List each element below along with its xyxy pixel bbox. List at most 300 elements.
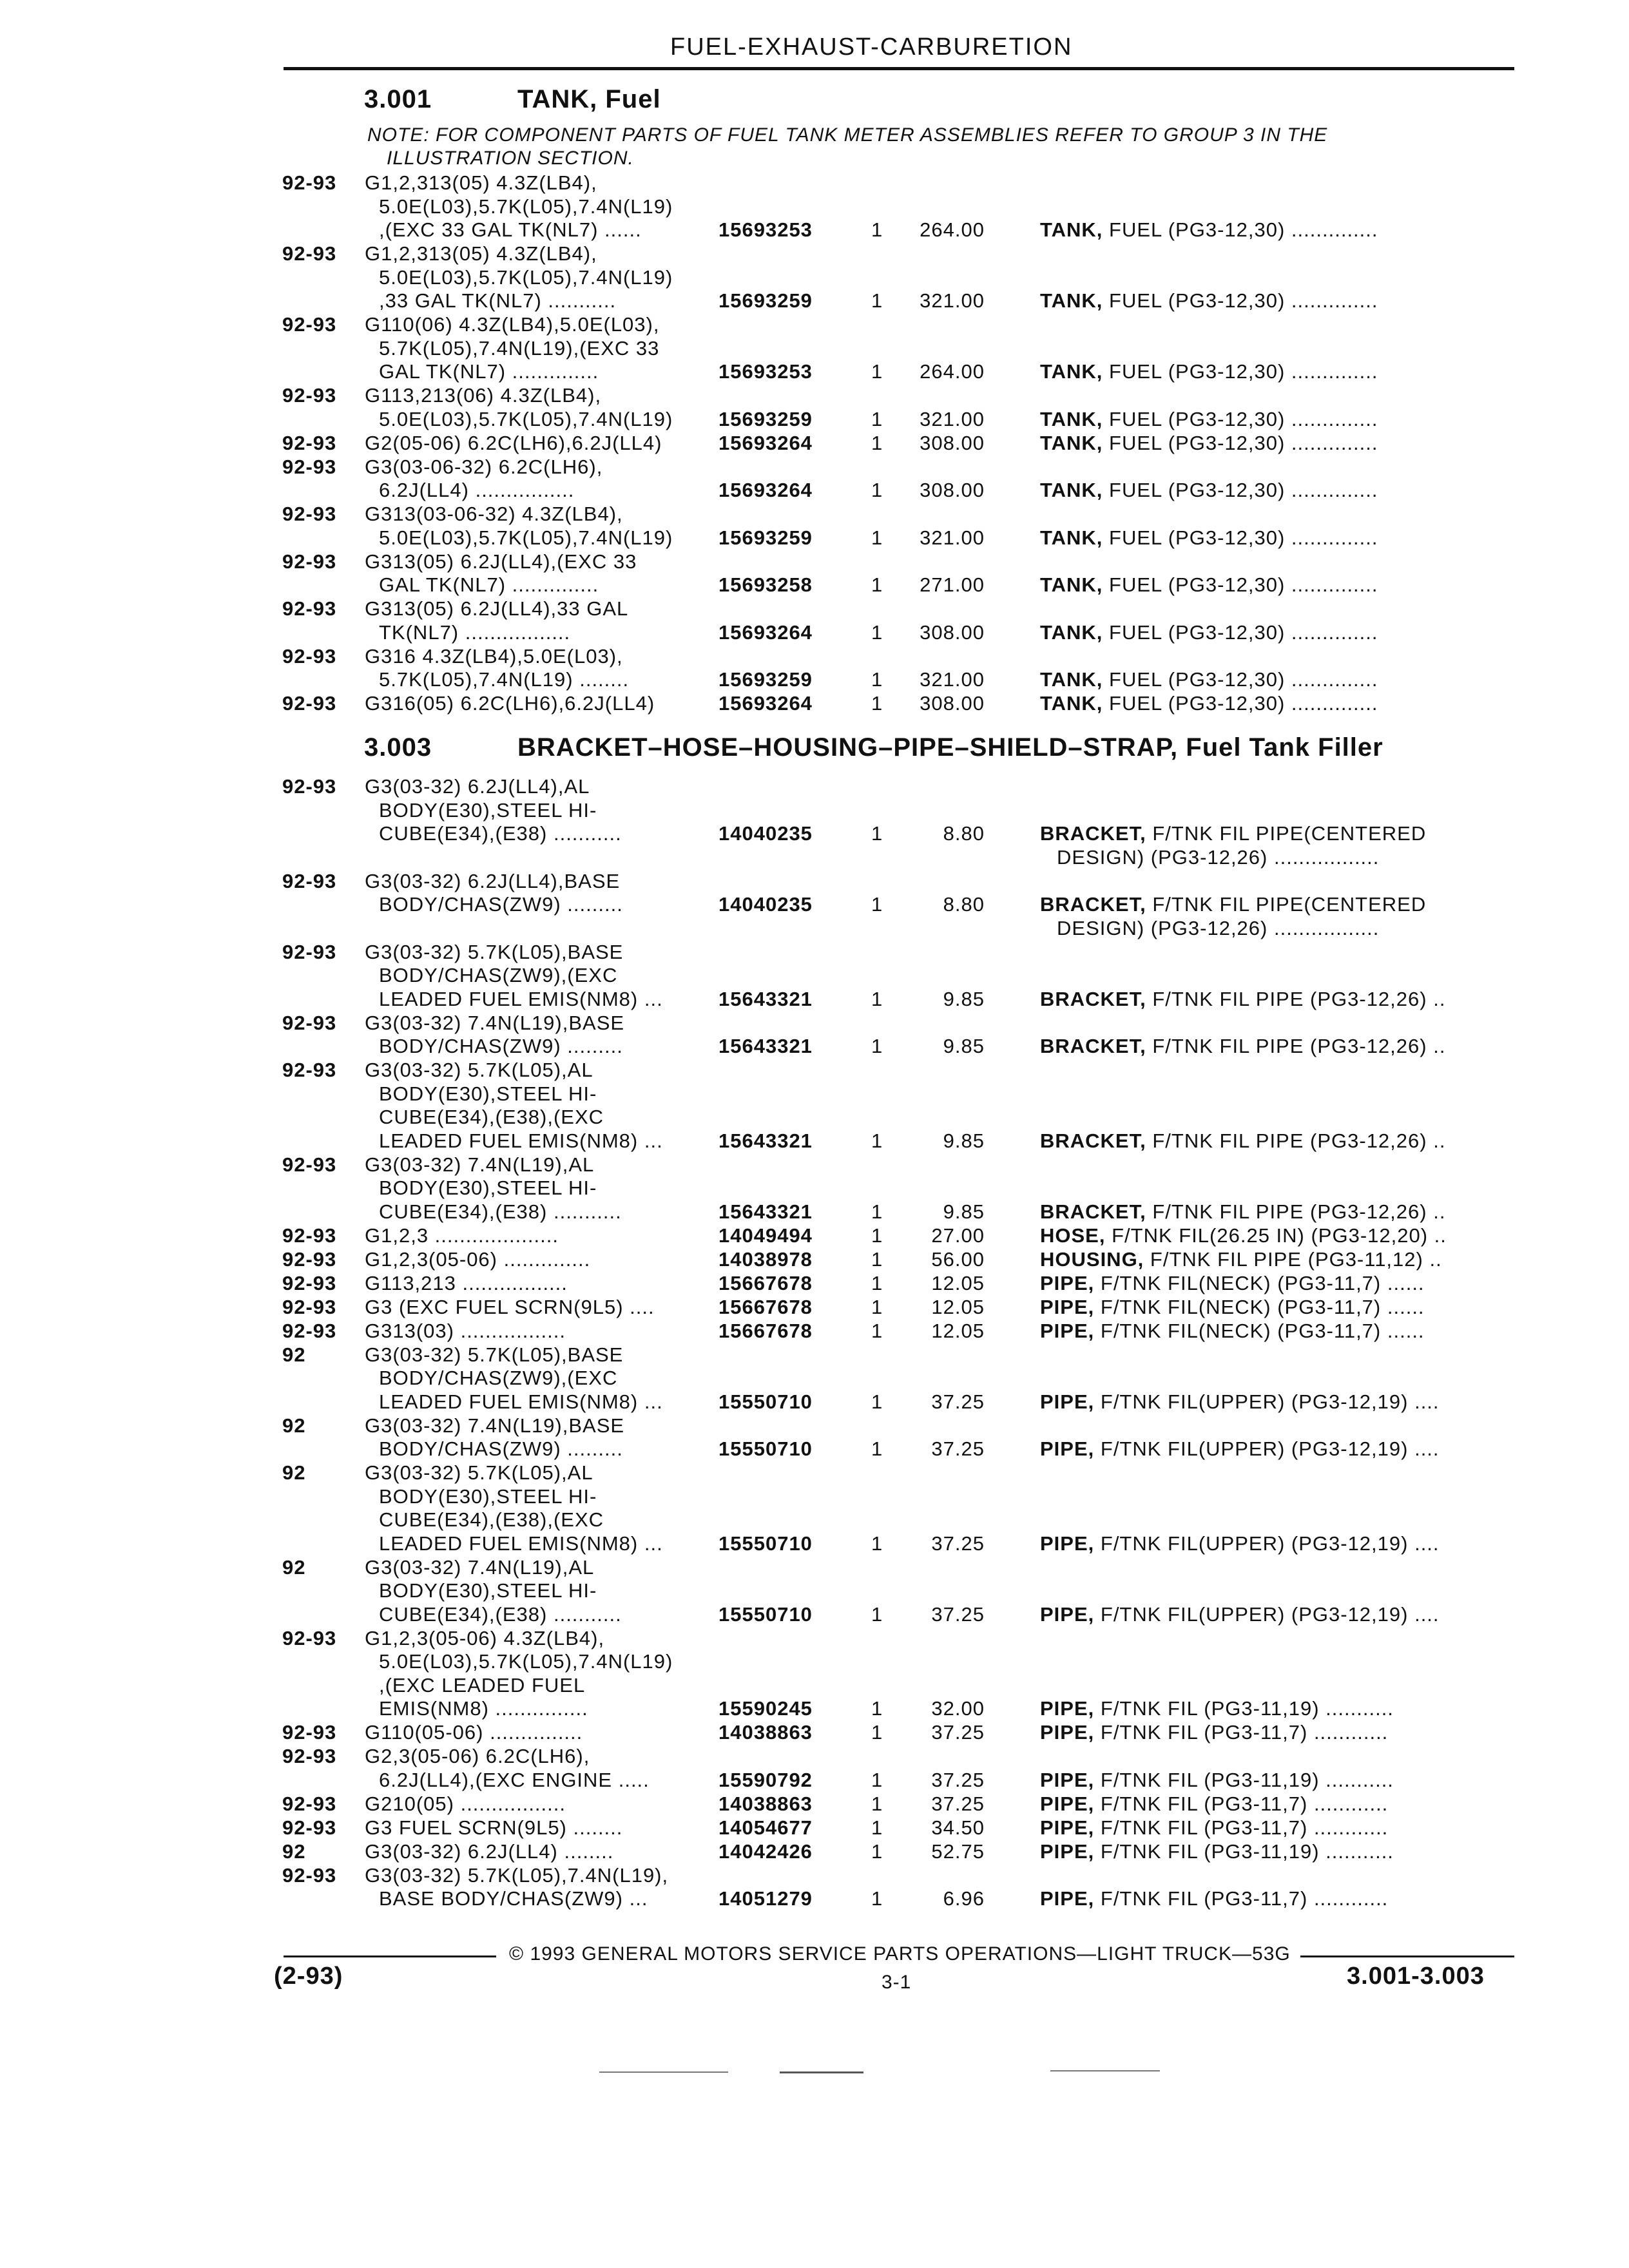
part-name [1040,1320,1425,1343]
part-noun: TANK, [1040,289,1103,312]
part-noun: TANK, [1040,407,1103,430]
quantity: 1 [871,692,883,715]
list-price: 34.50 [931,1816,985,1839]
model-year: 92-93 [282,503,337,525]
application-description [365,1816,622,1840]
part-number: 15693253 [718,218,813,241]
part-name [1040,408,1378,432]
description-line: BODY(E30),STEEL HI- [379,798,597,822]
application-description [365,384,673,431]
part-detail: FUEL (PG3-12,30) .............. [1103,218,1378,241]
application-description [365,1059,663,1153]
application-description [365,775,622,846]
quantity: 1 [871,218,883,241]
note-line-1: NOTE: FOR COMPONENT PARTS OF FUEL TANK METER ASSEMBLIES REFER TO GROUP 3 IN THE [367,124,1328,146]
part-detail: F/TNK FIL (PG3-11,7) ............ [1094,1887,1389,1910]
description-line: G113,213 ................. [365,1271,568,1294]
part-number: 15643321 [718,987,813,1010]
list-price: 52.75 [931,1840,985,1863]
description-line: BODY/CHAS(ZW9) ......... [379,1035,623,1057]
description-line: G1,2,3(05-06) .............. [365,1247,591,1271]
header-rule [284,67,1514,70]
application-description [365,456,602,503]
model-year: 92-93 [282,869,337,892]
quantity: 1 [871,987,883,1010]
application-description [365,1320,566,1343]
description-line: CUBE(E34),(E38),(EXC [379,1508,604,1531]
part-name [1040,526,1378,550]
description-line: G3(03-32) 7.4N(L19),BASE [365,1414,625,1437]
part-name [1040,668,1378,692]
part-detail: FUEL (PG3-12,30) .............. [1103,289,1378,312]
application-description [365,1627,673,1721]
description-line: G1,2,3(05-06) 4.3Z(LB4), [365,1626,605,1649]
quantity: 1 [871,1035,883,1057]
description-line: G313(03-06-32) 4.3Z(LB4), [365,503,623,525]
description-line: G1,2,3 .................... [365,1224,559,1247]
model-year: 92 [282,1555,306,1579]
quantity: 1 [871,1721,883,1744]
application-description [365,1792,566,1816]
list-price: 37.25 [931,1768,985,1791]
footer-page-number: 3-1 [882,1972,912,1993]
list-price: 9.85 [943,1200,985,1223]
description-line: G3(03-32) 5.7K(L05),BASE [365,1343,624,1366]
part-detail: F/TNK FIL (PG3-11,19) ........... [1094,1840,1394,1863]
part-detail-continued: DESIGN) (PG3-12,26) ................. [1057,845,1380,869]
application-description [365,1224,559,1248]
part-detail: F/TNK FIL PIPE (PG3-12,26) .. [1146,987,1446,1010]
part-name [1040,479,1378,503]
part-detail: FUEL (PG3-12,30) .............. [1103,360,1378,383]
part-number: 14038863 [718,1721,813,1744]
description-line: BODY(E30),STEEL HI- [379,1579,597,1602]
part-detail: F/TNK FIL (PG3-11,19) ........... [1094,1768,1394,1791]
description-line: 5.7K(L05),7.4N(L19),(EXC 33 [379,336,660,360]
list-price: 8.80 [943,893,985,916]
list-price: 12.05 [931,1319,985,1342]
part-number: 15693259 [718,289,813,312]
application-description [365,1840,613,1864]
list-price: 37.25 [931,1437,985,1460]
part-name [1040,1035,1445,1059]
part-noun: HOUSING, [1040,1247,1144,1271]
description-line: ,(EXC LEADED FUEL [379,1673,586,1696]
description-line: 5.0E(L03),5.7K(L05),7.4N(L19) [379,1650,673,1673]
part-detail: FUEL (PG3-12,30) .............. [1103,692,1378,715]
quantity: 1 [871,1602,883,1626]
description-line: G3(03-32) 6.2J(LL4) ........ [365,1840,614,1863]
part-detail: FUEL (PG3-12,30) .............. [1103,431,1378,454]
quantity: 1 [871,668,883,691]
model-year: 92 [282,1840,306,1863]
part-number: 15550710 [718,1602,813,1626]
footer-rule-right [1300,1956,1514,1957]
description-line: G1,2,313(05) 4.3Z(LB4), [365,171,597,194]
model-year: 92 [282,1461,306,1484]
description-line: G3 FUEL SCRN(9L5) ........ [365,1816,623,1839]
application-description [365,313,659,384]
part-noun: PIPE, [1040,1602,1095,1626]
footer-date: (2-93) [274,1963,343,1990]
part-number: 14040235 [718,822,813,845]
description-line: BODY(E30),STEEL HI- [379,1485,597,1508]
description-line: ,(EXC 33 GAL TK(NL7) ...... [379,218,642,241]
model-year: 92-93 [282,1295,337,1318]
part-noun: PIPE, [1040,1887,1095,1910]
list-price: 264.00 [920,218,985,241]
part-detail: FUEL (PG3-12,30) .............. [1103,407,1378,430]
quantity: 1 [871,1887,883,1910]
part-detail: F/TNK FIL(UPPER) (PG3-12,19) .... [1094,1390,1440,1413]
description-line: G3(03-32) 5.7K(L05),BASE [365,940,624,963]
quantity: 1 [871,289,883,312]
application-description [365,1745,650,1792]
part-name [1040,1816,1388,1840]
part-detail: F/TNK FIL(26.25 IN) (PG3-12,20) .. [1105,1224,1447,1247]
part-name [1040,692,1378,716]
description-line: G3(03-32) 7.4N(L19),BASE [365,1011,625,1034]
model-year: 92-93 [282,692,337,715]
list-price: 9.85 [943,1035,985,1057]
part-detail-continued: DESIGN) (PG3-12,26) ................. [1057,916,1380,939]
quantity: 1 [871,822,883,845]
description-line: G3(03-32) 7.4N(L19),AL [365,1555,595,1579]
part-number: 15550710 [718,1437,813,1460]
description-line: G3(03-32) 5.7K(L05),AL [365,1461,593,1484]
page-header-title: FUEL-EXHAUST-CARBURETION [670,34,1073,61]
part-noun: HOSE, [1040,1224,1106,1247]
description-line: BODY/CHAS(ZW9),(EXC [379,1367,618,1389]
part-detail: F/TNK FIL(NECK) (PG3-11,7) ...... [1094,1319,1425,1342]
part-name [1040,1200,1445,1224]
part-detail: F/TNK FIL PIPE(CENTERED [1146,822,1427,845]
list-price: 9.85 [943,1129,985,1152]
application-description [365,550,637,597]
part-number: 15693259 [718,407,813,430]
part-name [1040,573,1378,597]
application-description [365,432,662,456]
application-description [365,1248,590,1272]
scan-artifact-line [1050,2070,1160,2071]
description-line: EMIS(NM8) ............... [379,1697,588,1720]
part-noun: PIPE, [1040,1816,1095,1839]
part-detail: F/TNK FIL (PG3-11,7) ............ [1094,1721,1389,1744]
application-description [365,645,629,692]
part-noun: BRACKET, [1040,822,1146,845]
part-number: 15693264 [718,620,813,644]
list-price: 321.00 [920,289,985,312]
model-year: 92-93 [282,1059,337,1081]
description-line: BODY/CHAS(ZW9),(EXC [379,964,618,986]
part-noun: BRACKET, [1040,1200,1146,1223]
quantity: 1 [871,1295,883,1318]
description-line: 6.2J(LL4),(EXC ENGINE ..... [379,1768,650,1791]
description-line: CUBE(E34),(E38) ........... [379,822,622,845]
quantity: 1 [871,479,883,501]
quantity: 1 [871,1224,883,1247]
application-description [365,1153,622,1224]
description-line: 6.2J(LL4) ................ [379,479,575,501]
quantity: 1 [871,1816,883,1839]
description-line: G110(05-06) ............... [365,1721,583,1744]
list-price: 37.25 [931,1721,985,1744]
model-year: 92-93 [282,597,337,620]
application-description [365,1556,622,1627]
list-price: 37.25 [931,1532,985,1555]
description-line: G2(05-06) 6.2C(LH6),6.2J(LL4) [365,431,662,454]
part-detail: F/TNK FIL (PG3-11,7) ............ [1094,1792,1389,1815]
description-line: G313(05) 6.2J(LL4),33 GAL [365,597,629,620]
list-price: 27.00 [931,1224,985,1247]
part-noun: TANK, [1040,620,1103,644]
list-price: 32.00 [931,1697,985,1720]
list-price: 37.25 [931,1390,985,1413]
model-year: 92-93 [282,1816,337,1839]
part-name [1040,1129,1445,1153]
model-year: 92-93 [282,1271,337,1294]
part-noun: TANK, [1040,218,1103,241]
description-line: 5.7K(L05),7.4N(L19) ........ [379,668,630,691]
part-detail: F/TNK FIL(NECK) (PG3-11,7) ...... [1094,1295,1425,1318]
part-noun: TANK, [1040,526,1103,549]
application-description [365,692,655,716]
description-line: G2,3(05-06) 6.2C(LH6), [365,1745,590,1767]
model-year: 92-93 [282,455,337,478]
part-noun: TANK, [1040,360,1103,383]
application-description [365,1461,663,1555]
application-description [365,597,628,644]
description-line: G3(03-32) 5.7K(L05),7.4N(L19), [365,1863,669,1887]
description-line: G313(05) 6.2J(LL4),(EXC 33 [365,550,637,573]
quantity: 1 [871,526,883,549]
model-year: 92-93 [282,313,337,336]
model-year: 92-93 [282,1792,337,1815]
quantity: 1 [871,573,883,596]
description-line: CUBE(E34),(E38),(EXC [379,1106,604,1128]
quantity: 1 [871,1390,883,1413]
part-name [1040,1721,1388,1745]
quantity: 1 [871,1319,883,1342]
quantity: 1 [871,1840,883,1863]
description-line: CUBE(E34),(E38) ........... [379,1200,622,1223]
section-title: BRACKET–HOSE–HOUSING–PIPE–SHIELD–STRAP, Fuel Tank Filler [517,733,1383,762]
part-noun: BRACKET, [1040,1035,1146,1057]
part-noun: TANK, [1040,668,1103,691]
description-line: G316 4.3Z(LB4),5.0E(L03), [365,644,623,668]
description-line: GAL TK(NL7) .............. [379,360,599,383]
part-noun: TANK, [1040,479,1103,501]
part-name [1040,1532,1440,1556]
description-line: G3(03-32) 7.4N(L19),AL [365,1153,595,1176]
part-name [1040,432,1378,456]
part-number: 14051279 [718,1887,813,1910]
model-year: 92-93 [282,171,337,194]
list-price: 6.96 [943,1887,985,1910]
list-price: 9.85 [943,987,985,1010]
description-line: G3(03-32) 5.7K(L05),AL [365,1059,593,1081]
quantity: 1 [871,1792,883,1815]
part-name [1040,1840,1394,1864]
part-number: 14038863 [718,1792,813,1815]
part-number: 15643321 [718,1200,813,1223]
part-name [1040,1224,1447,1248]
list-price: 321.00 [920,668,985,691]
model-year: 92-93 [282,1721,337,1744]
list-price: 308.00 [920,431,985,454]
part-name [1040,1769,1394,1792]
part-name [1040,1248,1442,1272]
part-detail: FUEL (PG3-12,30) .............. [1103,668,1378,691]
quantity: 1 [871,407,883,430]
quantity: 1 [871,1129,883,1152]
list-price: 321.00 [920,407,985,430]
section-title: TANK, Fuel [517,85,661,113]
part-noun: PIPE, [1040,1390,1095,1413]
quantity: 1 [871,1768,883,1791]
application-description [365,870,623,917]
part-number: 15590245 [718,1697,813,1720]
note-line-2: ILLUSTRATION SECTION. [387,148,634,169]
part-number: 15693259 [718,668,813,691]
list-price: 37.25 [931,1602,985,1626]
model-year: 92 [282,1414,306,1437]
list-price: 321.00 [920,526,985,549]
part-noun: PIPE, [1040,1721,1095,1744]
part-number: 14054677 [718,1816,813,1839]
description-line: LEADED FUEL EMIS(NM8) ... [379,987,663,1010]
description-line: BODY(E30),STEEL HI- [379,1082,597,1105]
quantity: 1 [871,620,883,644]
quantity: 1 [871,893,883,916]
application-description [365,1721,583,1745]
part-name [1040,289,1378,313]
application-description [365,242,673,313]
application-description [365,1864,668,1911]
quantity: 1 [871,1271,883,1294]
part-noun: PIPE, [1040,1295,1095,1318]
part-number: 14042426 [718,1840,813,1863]
model-year: 92-93 [282,1745,337,1767]
part-number: 15643321 [718,1035,813,1057]
list-price: 308.00 [920,692,985,715]
model-year: 92-93 [282,384,337,407]
application-description [365,1414,624,1461]
application-description [365,941,663,1012]
application-description [365,1296,655,1320]
part-name [1040,621,1378,645]
model-year: 92-93 [282,431,337,454]
part-number: 15550710 [718,1390,813,1413]
quantity: 1 [871,360,883,383]
description-line: BODY(E30),STEEL HI- [379,1177,597,1199]
part-detail: F/TNK FIL (PG3-11,7) ............ [1094,1816,1389,1839]
part-name [1040,1272,1425,1296]
description-line: CUBE(E34),(E38) ........... [379,1602,622,1626]
application-description [365,1343,663,1414]
part-detail: F/TNK FIL PIPE (PG3-12,26) .. [1146,1035,1446,1057]
list-price: 37.25 [931,1792,985,1815]
part-noun: BRACKET, [1040,987,1146,1010]
part-number: 15667678 [718,1295,813,1318]
description-line: G110(06) 4.3Z(LB4),5.0E(L03), [365,313,660,336]
part-detail: F/TNK FIL PIPE (PG3-11,12) .. [1144,1247,1442,1271]
part-noun: BRACKET, [1040,893,1146,916]
quantity: 1 [871,1697,883,1720]
part-detail: F/TNK FIL(UPPER) (PG3-12,19) .... [1094,1437,1440,1460]
quantity: 1 [871,1532,883,1555]
part-noun: PIPE, [1040,1840,1095,1863]
part-name [1040,1603,1440,1627]
description-line: G3(03-06-32) 6.2C(LH6), [365,455,603,478]
part-number: 14040235 [718,893,813,916]
part-name [1040,1437,1440,1461]
description-line: LEADED FUEL EMIS(NM8) ... [379,1129,663,1152]
model-year: 92-93 [282,242,337,265]
part-name [1040,1390,1440,1414]
part-name [1040,218,1378,242]
description-line: G3(03-32) 6.2J(LL4),AL [365,775,590,798]
model-year: 92-93 [282,1863,337,1887]
description-line: 5.0E(L03),5.7K(L05),7.4N(L19) [379,265,673,289]
description-line: TK(NL7) ................. [379,620,571,644]
model-year: 92-93 [282,1153,337,1176]
part-name [1040,822,1426,846]
application-description [365,503,673,550]
description-line: ,33 GAL TK(NL7) ........... [379,289,617,312]
part-number: 15693264 [718,431,813,454]
part-number: 15667678 [718,1319,813,1342]
part-number: 14038978 [718,1247,813,1271]
part-detail: FUEL (PG3-12,30) .............. [1103,573,1378,596]
part-name [1040,893,1426,917]
part-name [1040,1697,1394,1721]
description-line: G3(03-32) 6.2J(LL4),BASE [365,869,621,892]
list-price: 271.00 [920,573,985,596]
part-noun: TANK, [1040,692,1103,715]
quantity: 1 [871,1200,883,1223]
part-number: 14049494 [718,1224,813,1247]
model-year: 92-93 [282,1626,337,1649]
part-noun: PIPE, [1040,1319,1095,1342]
description-line: GAL TK(NL7) .............. [379,573,599,596]
part-detail: F/TNK FIL PIPE (PG3-12,26) .. [1146,1200,1446,1223]
part-number: 15693253 [718,360,813,383]
description-line: LEADED FUEL EMIS(NM8) ... [379,1390,663,1413]
model-year: 92-93 [282,1011,337,1034]
description-line: G316(05) 6.2C(LH6),6.2J(LL4) [365,692,655,715]
part-noun: TANK, [1040,573,1103,596]
list-price: 56.00 [931,1247,985,1271]
part-noun: PIPE, [1040,1792,1095,1815]
description-line: 5.0E(L03),5.7K(L05),7.4N(L19) [379,526,673,549]
part-number: 15643321 [718,1129,813,1152]
description-line: G210(05) ................. [365,1792,566,1815]
list-price: 264.00 [920,360,985,383]
list-price: 308.00 [920,479,985,501]
part-detail: FUEL (PG3-12,30) .............. [1103,620,1378,644]
part-noun: PIPE, [1040,1532,1095,1555]
part-detail: F/TNK FIL PIPE (PG3-12,26) .. [1146,1129,1446,1152]
part-noun: PIPE, [1040,1768,1095,1791]
part-name [1040,1887,1388,1911]
model-year: 92-93 [282,775,337,798]
footer-rule-left [284,1956,496,1957]
part-number: 15667678 [718,1271,813,1294]
quantity: 1 [871,431,883,454]
section-number: 3.003 [364,733,432,762]
section-number: 3.001 [364,85,432,113]
